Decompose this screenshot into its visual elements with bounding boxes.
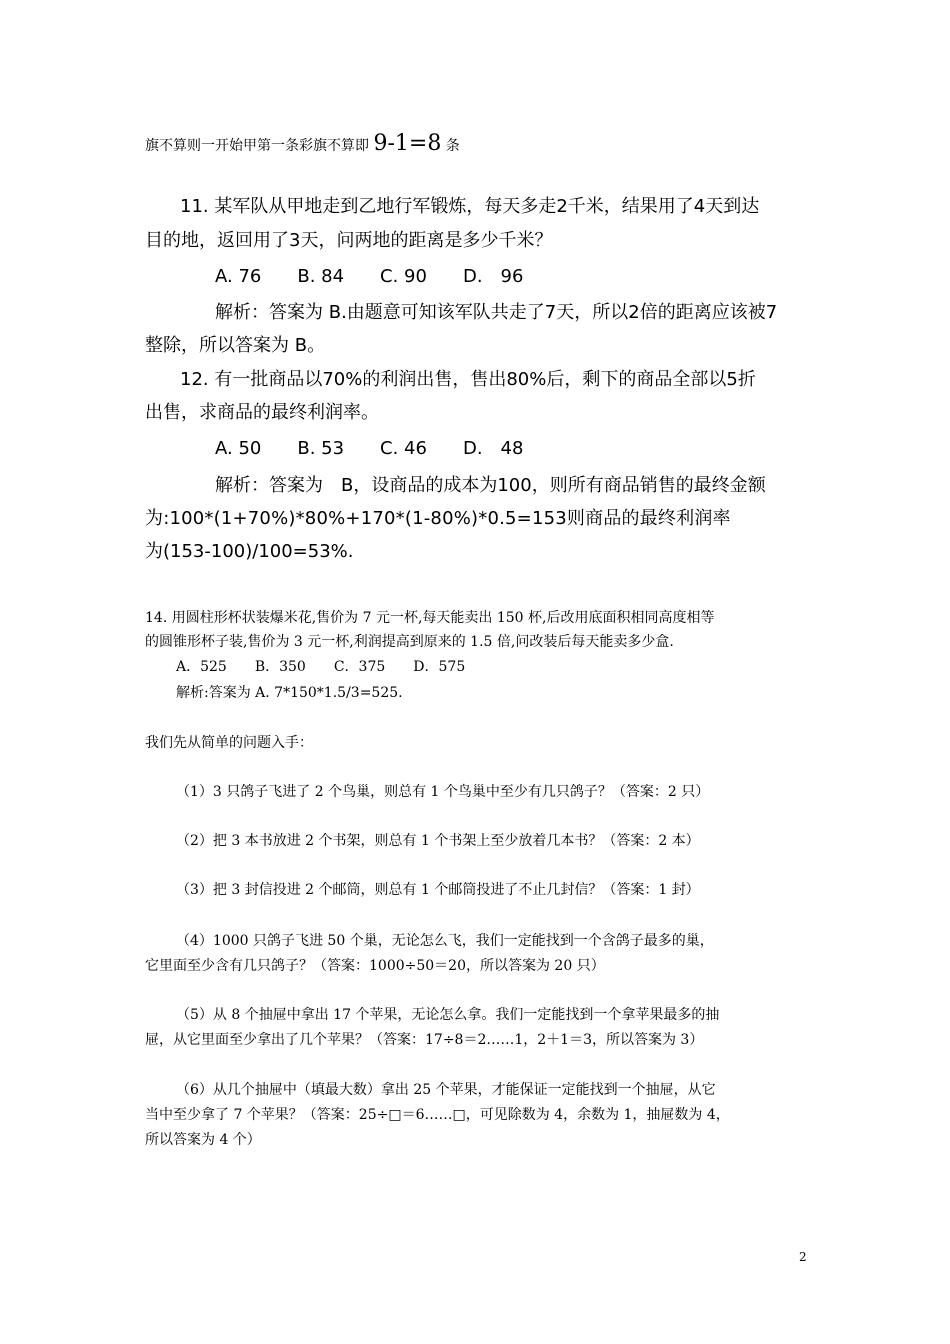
q11-options: A. 76 B. 84 C. 90 D. 96 [215,266,524,287]
list-item-5-line1: （5）从 8 个抽屉中拿出 17 个苹果，无论怎么拿。我们一定能找到一个拿苹果最多的抽 [176,1007,720,1023]
q11-text-line2: 目的地，返回用了3天，问两地的距离是多少千米？ [145,230,553,251]
q11-text-line1: 11. 某军队从甲地走到乙地行军锻炼，每天多走2千米，结果用了4天到达 [180,196,760,217]
page-number: 2 [799,1250,807,1264]
continuation-text: 旗不算则一开始甲第一条彩旗不算即 [145,138,369,154]
continuation-formula: 9-1=8 [373,131,442,156]
list-item-4-line1: （4）1000 只鸽子飞进 50 个巢，无论怎么飞，我们一定能找到一个含鸽子最多的巢， [176,933,714,949]
q11-analysis-line1: 解析：答案为 B.由题意可知该军队共走了7天，所以2倍的距离应该被7 [215,302,778,323]
continuation-suffix: 条 [445,138,460,154]
list-item-5-line2: 屉，从它里面至少拿出了几个苹果？（答案：17÷8＝2……1，2＋1＝3，所以答案为 3） [145,1032,704,1048]
q12-options: A. 50 B. 53 C. 46 D. 48 [215,438,524,459]
continuation-line [145,131,460,156]
list-item-4-line2: 它里面至少含有几只鸽子？（答案：1000÷50＝20，所以答案为 20 只） [145,958,605,974]
intro-text: 我们先从简单的问题入手： [145,735,313,751]
q14-text-line1: 14. 用圆柱形杯状装爆米花,售价为 7 元一杯,每天能卖出 150 杯,后改用底面积相同高度相等 [145,610,715,626]
list-item-1: （1）3 只鸽子飞进了 2 个鸟巢，则总有 1 个鸟巢中至少有几只鸽子？（答案：2 只） [176,784,710,800]
list-item-3: （3）把 3 封信投进 2 个邮筒，则总有 1 个邮筒投进了不止几封信？（答案：1 封） [176,882,700,898]
list-item-2: （2）把 3 本书放进 2 个书架，则总有 1 个书架上至少放着几本书？（答案：2 本） [176,833,700,849]
list-item-6-line2: 当中至少拿了 7 个苹果？（答案：25÷□＝6……□，可见除数为 4，余数为 1，抽屉数为 4， [145,1107,730,1123]
q12-text-line1: 12. 有一批商品以70%的利润出售，售出80%后，剩下的商品全部以5折 [180,369,756,390]
q14-options: A．525 B．350 C．375 D．575 [176,659,466,675]
q14-analysis: 解析:答案为 A. 7*150*1.5/3=525. [176,685,403,701]
list-item-6-line3: 所以答案为 4 个） [145,1132,261,1148]
q12-text-line2: 出售，求商品的最终利润率。 [145,402,379,423]
q11-analysis-line2: 整除，所以答案为 B。 [145,335,326,356]
q12-analysis-line1: 解析：答案为 B，设商品的成本为100，则所有商品销售的最终金额 [215,475,766,496]
q12-analysis-line3: 为(153-100)/100=53%. [145,541,354,562]
q14-text-line2: 的圆锥形杯子装,售价为 3 元一杯,利润提高到原来的 1.5 倍,问改装后每天能卖多少盒. [145,634,674,650]
q12-analysis-line2: 为:100*(1+70%)*80%+170*(1-80%)*0.5=153则商品的最终利润率 [145,508,731,529]
list-item-6-line1: （6）从几个抽屉中（填最大数）拿出 25 个苹果，才能保证一定能找到一个抽屉，从它 [176,1082,716,1098]
